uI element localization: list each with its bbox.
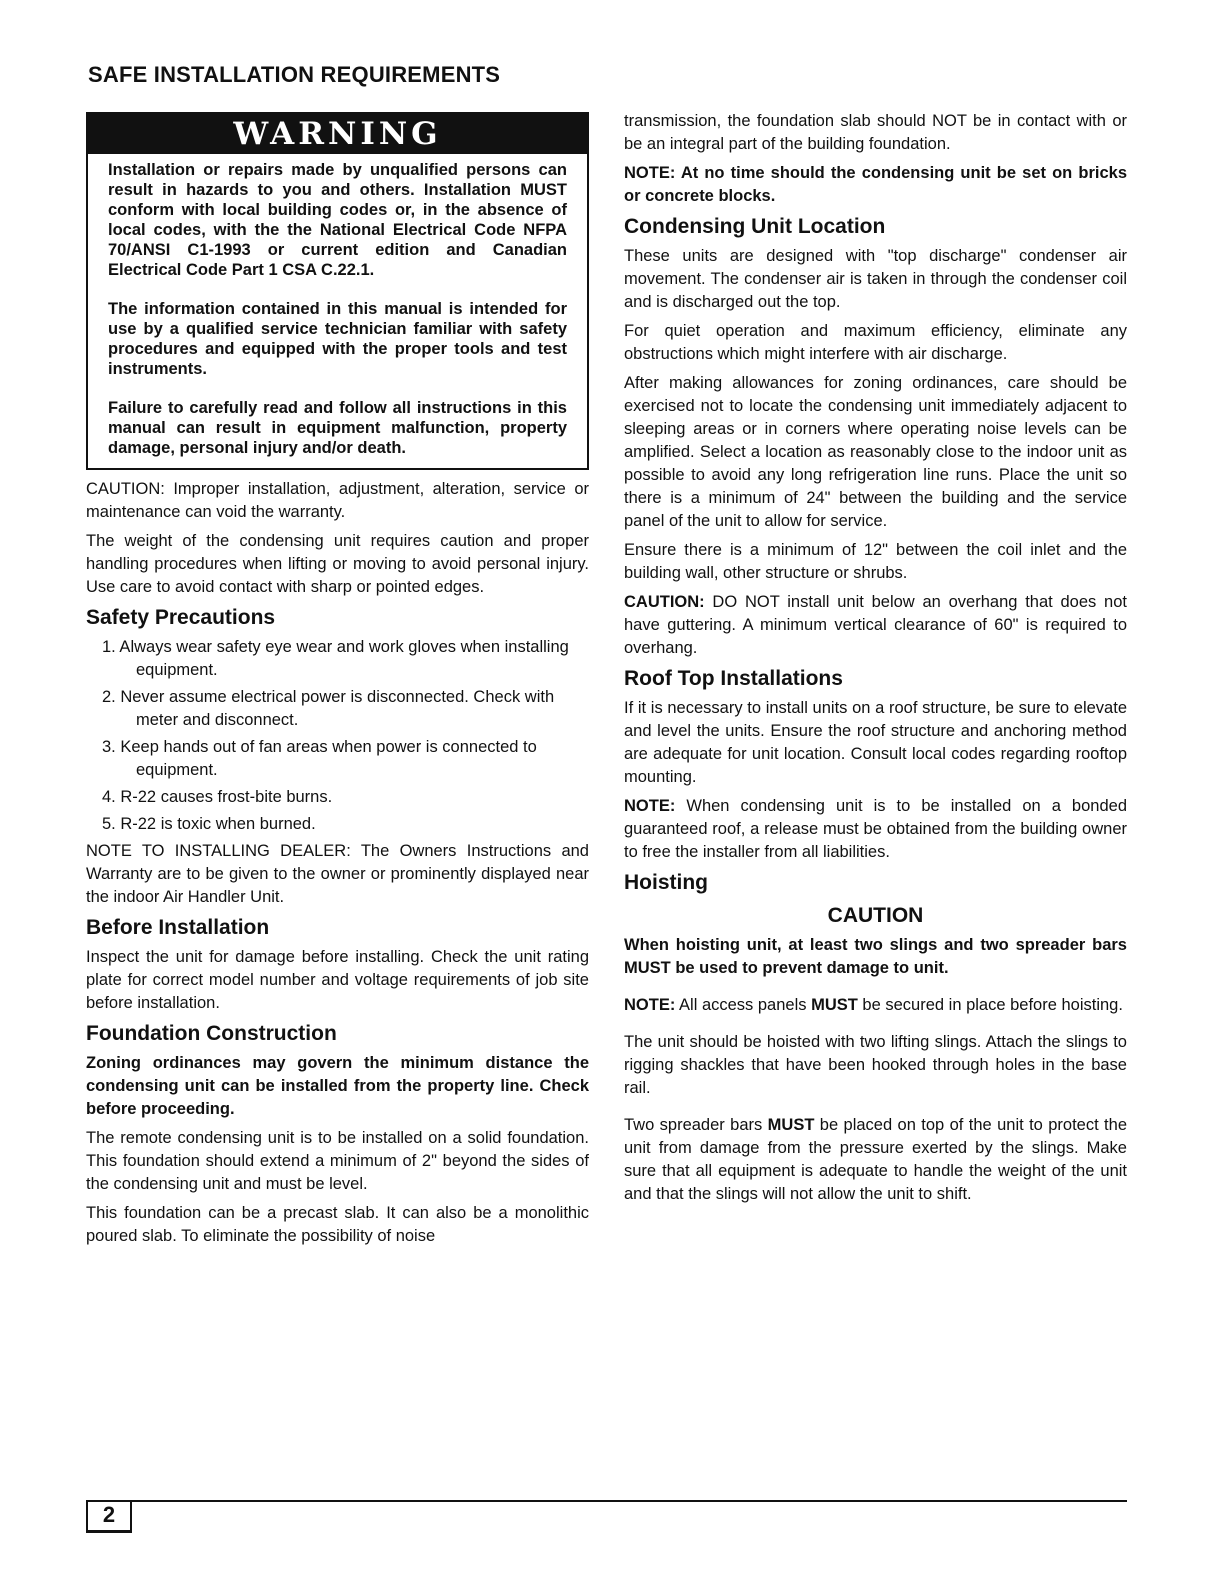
note-label: NOTE: <box>624 996 676 1014</box>
hoisting-heading: Hoisting <box>624 871 708 894</box>
foundation-text-2: This foundation can be a precast slab. It can also be a monolithic poured slab. To eliminate the possibility of noise <box>86 1204 589 1245</box>
spreader-bars-text <box>624 1114 1127 1206</box>
warning-box <box>86 112 589 470</box>
must-emphasis: MUST <box>767 1116 815 1134</box>
list-item: 2. Never assume electrical power is disconnected. Check with meter and disconnect. <box>102 688 555 729</box>
dealer-note: NOTE TO INSTALLING DEALER: The Owners Instructions and Warranty are to be given to the owner or prominently displayed near the indoor Air Handler Unit. <box>86 842 589 906</box>
roof-top-heading: Roof Top Installations <box>624 667 843 690</box>
list-item: 5. R-22 is toxic when burned. <box>102 815 316 833</box>
weight-caution: The weight of the condensing unit requires caution and proper handling procedures when lifting or moving to avoid personal injury. Use care to avoid contact with sharp or pointed edges. <box>86 532 589 596</box>
list-item: 4. R-22 causes frost-bite burns. <box>102 788 333 806</box>
page-title: SAFE INSTALLATION REQUIREMENTS <box>88 62 501 87</box>
zoning-note: Zoning ordinances may govern the minimum distance the condensing unit can be installed from the property line. Check before proceeding. <box>86 1054 589 1118</box>
right-column <box>624 110 1127 1212</box>
foundation-heading: Foundation Construction <box>86 1022 337 1045</box>
overhang-caution <box>624 591 1127 660</box>
caution-heading: CAUTION <box>827 904 924 927</box>
before-installation-heading: Before Installation <box>86 916 270 939</box>
warning-text-3: Failure to carefully read and follow all instructions in this manual can result in equipment malfunction, property damage, personal injury and/or death. <box>108 399 567 457</box>
overhang-text: DO NOT install unit below an overhang that does not have guttering. A minimum vertical clearance of 60" is required to overhang. <box>624 593 1127 657</box>
warning-text-1: Installation or repairs made by unqualified persons can result in hazards to you and others. Installation MUST conform with local building codes or, in the absence of local codes, with the the National Electrical Code NFPA 70/ANSI C1-1993 or current edition and Canadian Electrical Code Part 1 CSA C.22.1. <box>108 161 567 279</box>
safety-list <box>86 636 589 836</box>
foundation-text-1: The remote condensing unit is to be installed on a solid foundation. This foundation should extend a minimum of 2" beyond the sides of the condensing unit and must be level. <box>86 1129 589 1193</box>
location-text-3: After making allowances for zoning ordinances, care should be exercised not to locate the condensing unit immediately adjacent to sleeping areas or in corners where operating noise levels can be amplified. Select a location as reasonably close to the indoor unit as possible to avoid any long refrigeration line runs. Place the unit so there is a minimum of 24" between the building and the service panel of the unit to allow for service. <box>624 374 1127 530</box>
list-item: 3. Keep hands out of fan areas when power is connected to equipment. <box>102 738 537 779</box>
warranty-caution: CAUTION: Improper installation, adjustment, alteration, service or maintenance can void the warranty. <box>86 480 589 521</box>
before-installation-text: Inspect the unit for damage before installing. Check the unit rating plate for correct model number and voltage requirements of job site before installation. <box>86 948 589 1012</box>
safety-precautions-heading: Safety Precautions <box>86 606 276 629</box>
slings-text: The unit should be hoisted with two lifting slings. Attach the slings to rigging shackles that have been hooked through holes in the base rail. <box>624 1033 1127 1097</box>
page-number: 2 <box>86 1500 132 1533</box>
roof-note <box>624 795 1127 864</box>
panels-note <box>624 994 1127 1017</box>
foundation-continued: transmission, the foundation slab should NOT be in contact with or be an integral part of the building foundation. <box>624 112 1127 153</box>
roof-note-text: When condensing unit is to be installed on a bonded guaranteed roof, a release must be obtained from the building owner to free the installer from all liabilities. <box>624 797 1127 861</box>
must-emphasis: MUST <box>811 996 858 1014</box>
location-text-2: For quiet operation and maximum efficiency, eliminate any obstructions which might interfere with air discharge. <box>624 322 1127 363</box>
location-text-1: These units are designed with "top discharge" condenser air movement. The condenser air is taken in through the condenser coil and is discharged out the top. <box>624 247 1127 311</box>
location-heading: Condensing Unit Location <box>624 215 886 238</box>
list-item: 1. Always wear safety eye wear and work gloves when installing equipment. <box>102 638 569 679</box>
bricks-note: NOTE: At no time should the condensing unit be set on bricks or concrete blocks. <box>624 164 1127 205</box>
caution-label: CAUTION: <box>624 593 705 611</box>
spreader-text-end: be placed on top of the unit to protect the unit from damage from the pressure exerted by the slings. Make sure that all equipment is adequate to handle the weight of the unit and that the slings will not allow the unit to shift. <box>624 1116 1127 1203</box>
note-label: NOTE: <box>624 797 676 815</box>
spreader-text-start: Two spreader bars <box>624 1116 768 1134</box>
roof-text: If it is necessary to install units on a roof structure, be sure to elevate and level the units. Ensure the roof structure and anchoring method are adequate for unit location. Consult local codes regarding rooftop mounting. <box>624 699 1127 786</box>
warning-banner: WARNING <box>88 114 587 154</box>
left-column <box>86 110 589 1254</box>
warning-text-2: The information contained in this manual is intended for use by a qualified service technician familiar with safety procedures and equipped with the proper tools and test instruments. <box>108 300 567 378</box>
location-text-4: Ensure there is a minimum of 12" between the coil inlet and the building wall, other structure or shrubs. <box>624 541 1127 582</box>
panels-note-text: All access panels <box>675 996 812 1014</box>
hoisting-warning: When hoisting unit, at least two slings and two spreader bars MUST be used to prevent damage to unit. <box>624 936 1127 977</box>
footer-rule <box>86 1500 1127 1502</box>
panels-note-text-end: be secured in place before hoisting. <box>857 996 1123 1014</box>
